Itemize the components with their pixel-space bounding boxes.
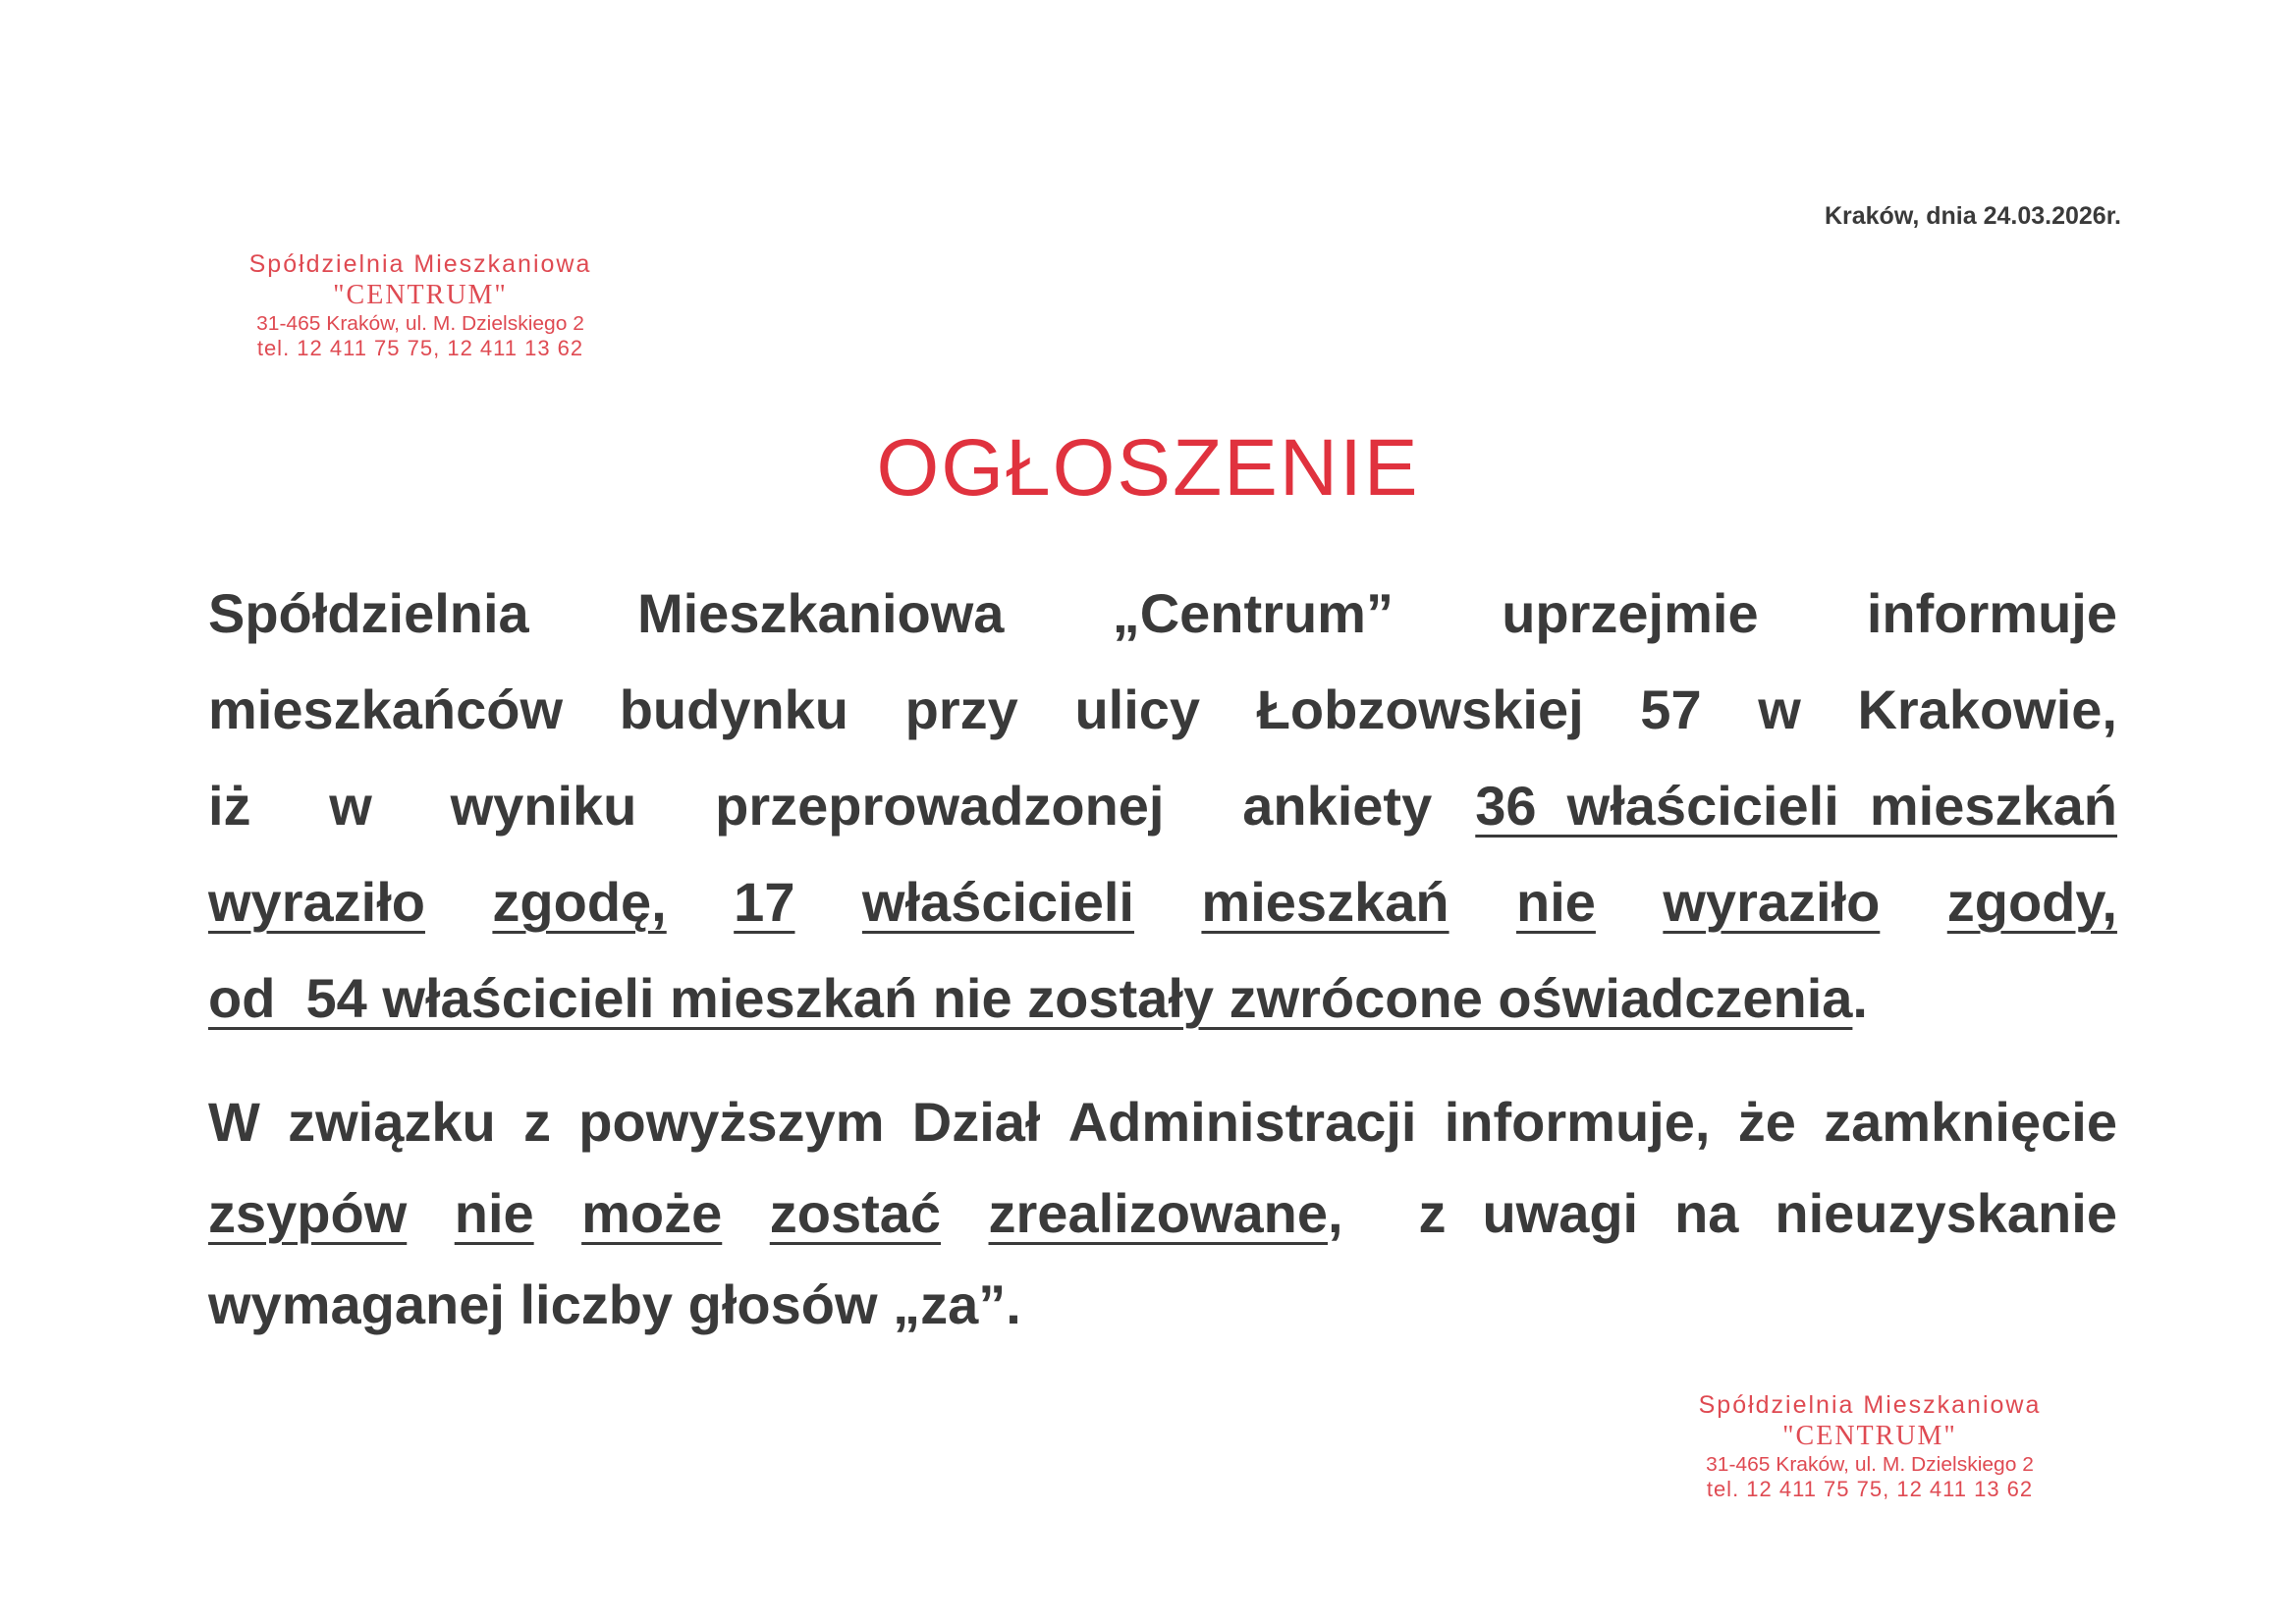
p1l3-word: w — [329, 775, 372, 837]
p1l4-word: zgody, — [1946, 871, 2117, 933]
p1l3-word: przeprowadzonej — [715, 775, 1165, 837]
paragraph1-line5 — [208, 966, 2117, 1030]
stamp-centrum: "CENTRUM" — [1782, 1421, 1957, 1451]
p1l4-word: wyraziło — [208, 871, 425, 933]
paragraph2-line3-text: wymaganej liczby głosów „za”. — [208, 1273, 1021, 1335]
stamp-phones: tel. 12 411 75 75, 12 411 13 62 — [1706, 1476, 2034, 1501]
p1l2-word: przy — [904, 678, 1018, 740]
announcement-title: OGŁOSZENIE — [876, 423, 1420, 513]
stamp-address: 31-465 Kraków, ul. M. Dzielskiego 2 — [256, 312, 584, 335]
p1l3-word: wyniku — [450, 775, 637, 837]
p1l3-word: ankiety — [1242, 775, 1433, 837]
p1l4-word: zgodę, — [492, 871, 667, 933]
p2l2u-word: zrealizowane — [988, 1182, 1328, 1244]
stamp-name: Spółdzielnia Mieszkaniowa — [248, 250, 592, 278]
p1l4-word: 17 — [734, 871, 795, 933]
line2-underlined-words — [208, 1181, 1328, 1245]
p2l1-word: że — [1737, 1091, 1796, 1153]
p2l2u-word: zostać — [769, 1182, 942, 1244]
p2l1-word: Dział — [911, 1091, 1041, 1153]
p2l1-word: związku — [288, 1091, 496, 1153]
p2l2-rest-word: nieuzyskanie — [1775, 1182, 2117, 1244]
line5-period: . — [1852, 967, 1868, 1029]
p2l2u-word: zsypów — [208, 1182, 408, 1244]
p1l2-word: w — [1758, 678, 1801, 740]
p1l2-word: Krakowie, — [1857, 678, 2117, 740]
p1l3-word: iż — [208, 775, 251, 837]
p1l2-word: budynku — [619, 678, 849, 740]
p2l2-rest-word: z — [1418, 1182, 1447, 1244]
line3-underlined-text: 36 właścicieli mieszkań — [1475, 775, 2117, 837]
line3-plain-words — [208, 774, 1432, 838]
stamp-phones: tel. 12 411 75 75, 12 411 13 62 — [256, 335, 584, 360]
stamp-centrum: "CENTRUM" — [333, 280, 508, 310]
paragraph2-line1 — [208, 1090, 2117, 1154]
p1l4-word: właścicieli — [861, 871, 1134, 933]
line2-rest-words — [1328, 1181, 2117, 1245]
p1l1-word: „Centrum” — [1112, 582, 1394, 644]
paragraph1-line4 — [208, 870, 2117, 934]
paragraph1-line3 — [208, 774, 2117, 838]
p2l1-word: W — [208, 1091, 260, 1153]
p1l1-word: informuje — [1866, 582, 2117, 644]
paragraph1-line1 — [208, 581, 2117, 645]
date-line: Kraków, dnia 24.03.2026r. — [1824, 202, 2121, 230]
line5-underlined-text: od 54 właścicieli mieszkań nie zostały zwrócone oświadczenia — [208, 967, 1853, 1029]
p2l1-word: informuje, — [1444, 1091, 1711, 1153]
p1l2-word: ulicy — [1074, 678, 1201, 740]
p1l1-word: Spółdzielnia — [208, 582, 529, 644]
p1l1-word: Mieszkaniowa — [636, 582, 1005, 644]
stamp-address: 31-465 Kraków, ul. M. Dzielskiego 2 — [1706, 1453, 2034, 1476]
p1l2-word: 57 — [1640, 678, 1702, 740]
p1l1-word: uprzejmie — [1502, 582, 1759, 644]
p2l2u-word: nie — [454, 1182, 534, 1244]
p2l2-rest-word: , — [1328, 1182, 1343, 1244]
p1l2-word: Łobzowskiej — [1256, 678, 1584, 740]
p2l1-word: zamknięcie — [1824, 1091, 2117, 1153]
p2l1-word: z — [523, 1091, 552, 1153]
p2l1-word: Administracji — [1067, 1091, 1417, 1153]
p2l2-rest-word: na — [1674, 1182, 1739, 1244]
cooperative-stamp-top — [224, 249, 617, 361]
p1l4-word: wyraziło — [1663, 871, 1881, 933]
cooperative-stamp-bottom — [1673, 1390, 2066, 1502]
line4-underlined-words — [208, 870, 2117, 934]
paragraph2-line2 — [208, 1181, 2117, 1245]
p1l4-word: mieszkań — [1201, 871, 1449, 933]
stamp-name: Spółdzielnia Mieszkaniowa — [1698, 1391, 2042, 1419]
paragraph2-line3 — [208, 1272, 2117, 1336]
p1l4-word: nie — [1516, 871, 1596, 933]
paragraph1-line2 — [208, 677, 2117, 741]
p2l2-rest-word: uwagi — [1482, 1182, 1639, 1244]
p1l2-word: mieszkańców — [208, 678, 564, 740]
p2l2u-word: może — [581, 1182, 723, 1244]
p2l1-word: powyższym — [578, 1091, 885, 1153]
